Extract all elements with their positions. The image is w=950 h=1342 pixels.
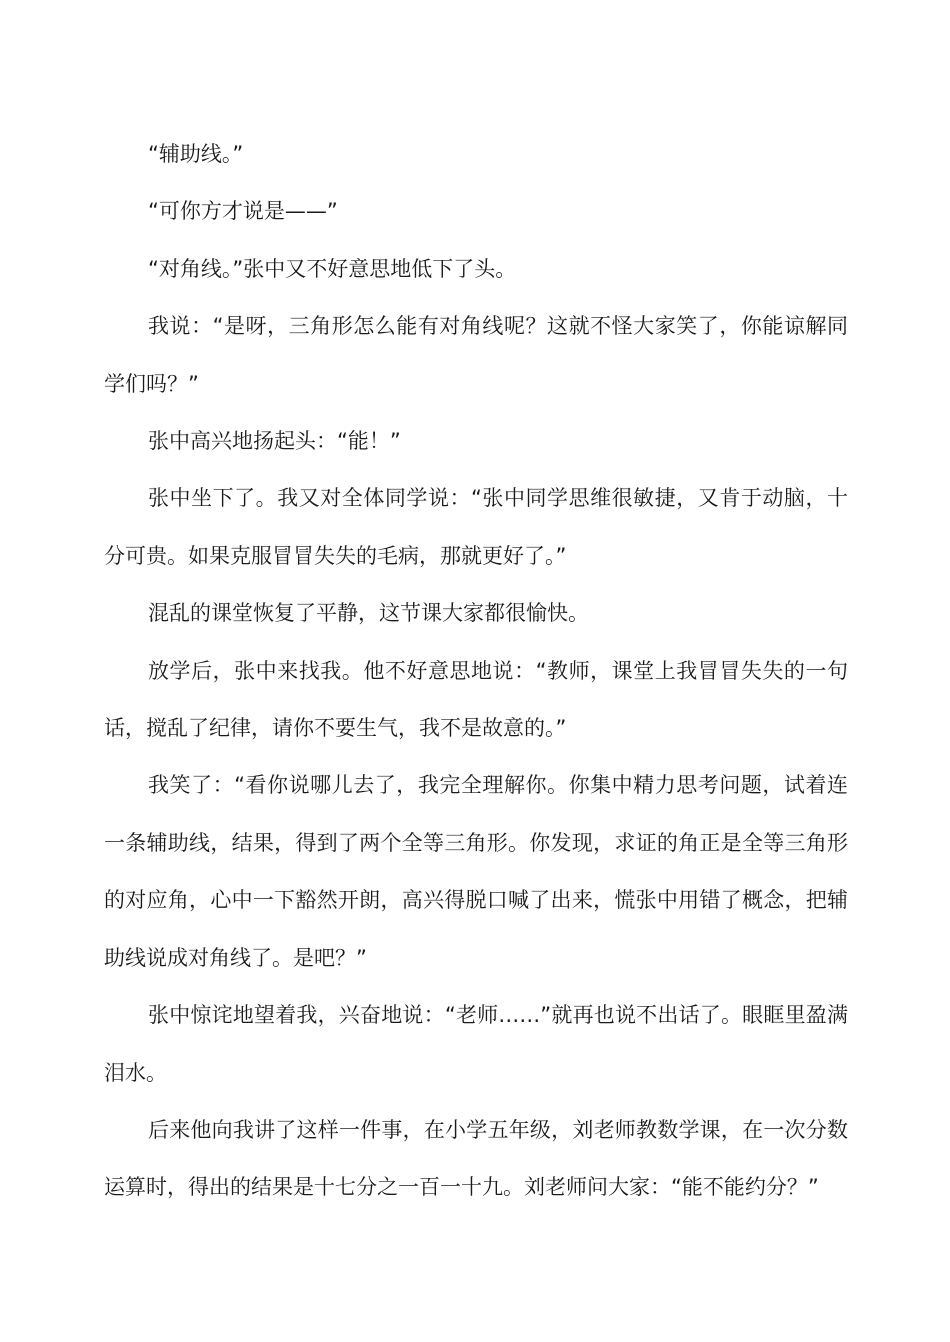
paragraph: 我笑了：“看你说哪儿去了，我完全理解你。你集中精力思考问题，试着连一条辅助线，结果，得到了两个全等三角形。你发现，求证的角正是全等三角形的对应角，心中一下豁然开朗，高兴得脱口喊了出来，慌张中用错了概念，把辅助线说成对角线了。是吧？” [104,773,848,970]
paragraph: 张中坐下了。我又对全体同学说：“张中同学思维很敏捷，又肯于动脑，十分可贵。如果克服冒冒失失的毛病，那就更好了。” [104,486,848,568]
paragraph: “辅助线。” [148,142,244,166]
paragraph: “可你方才说是——” [148,199,338,224]
paragraph: 混乱的课堂恢复了平静，这节课大家都很愉快。 [148,601,589,626]
paragraph: “对角线。”张中又不好意思地低下了头。 [148,256,517,281]
paragraph: 后来他向我讲了这样一件事，在小学五年级，刘老师教数学课，在一次分数运算时，得出的结果是十七分之一百一十九。刘老师问大家：“能不能约分？” [104,1117,848,1200]
paragraph: 放学后，张中来找我。他不好意思地说：“教师，课堂上我冒冒失失的一句话，搅乱了纪律，请你不要生气，我不是故意的。” [104,658,848,741]
document-body [104,126,848,1217]
paragraph: 我说：“是呀，三角形怎么能有对角线呢？这就不怪大家笑了，你能谅解同学们吗？” [104,314,848,396]
paragraph: 张中高兴地扬起头：“能！” [148,429,401,454]
paragraph: 张中惊诧地望着我，兴奋地说：“老师……”就再也说不出话了。眼眶里盈满泪水。 [104,1003,848,1085]
